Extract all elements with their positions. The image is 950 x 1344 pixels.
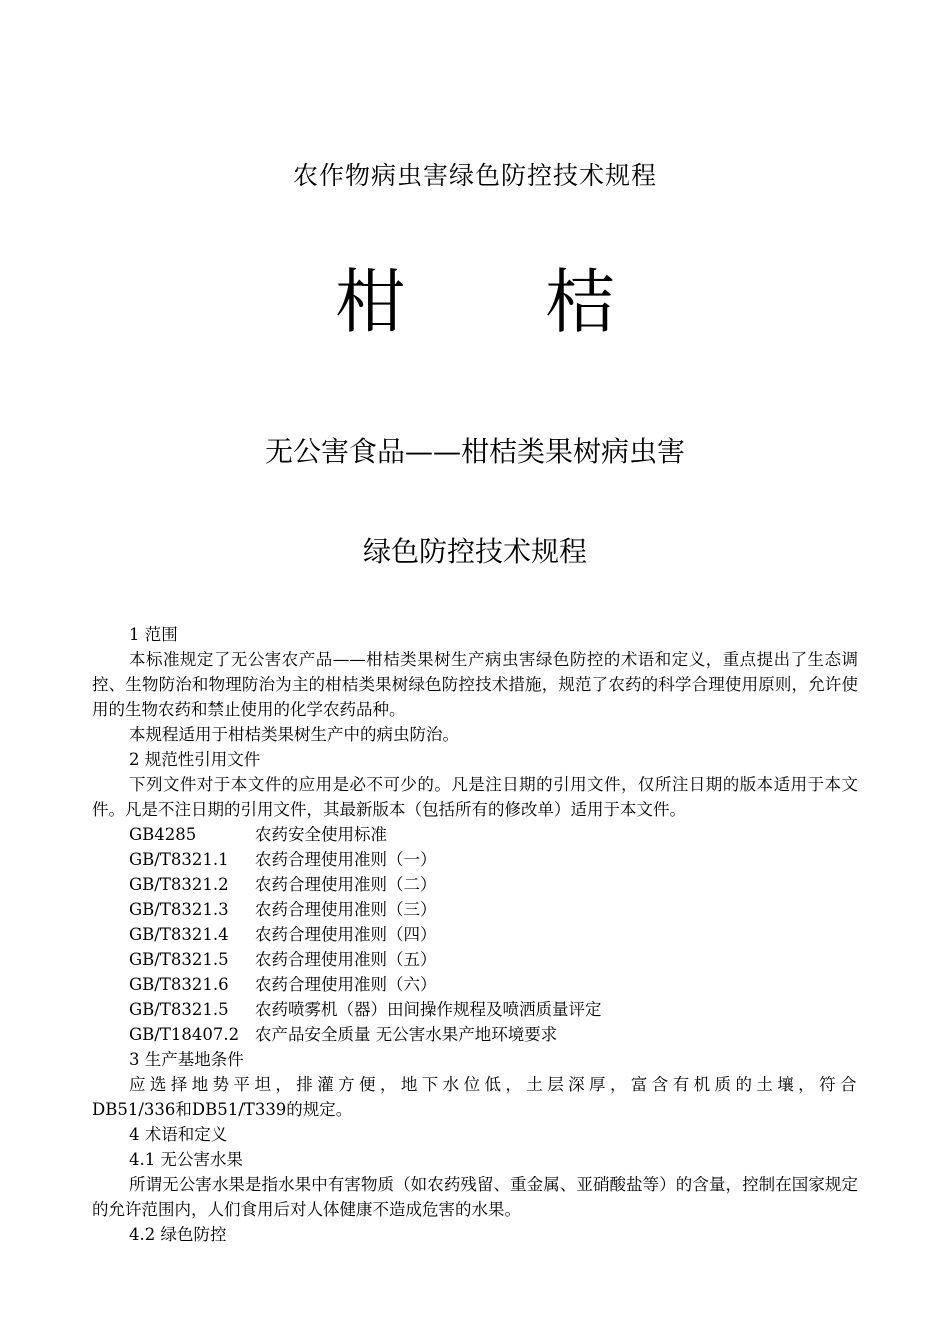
reference-title: 农药合理使用准则（六） [255, 975, 437, 994]
reference-list [92, 822, 858, 1047]
section-1-paragraph-1: 本标准规定了无公害农产品——柑桔类果树生产病虫害绿色防控的术语和定义，重点提出了生态调控、生物防治和物理防治为主的柑桔类果树绿色防控技术措施，规范了农药的科学合理使用原则，允许使用的生物农药和禁止使用的化学农药品种。 [92, 650, 858, 719]
section-2-paragraph-1: 下列文件对于本文件的应用是必不可少的。凡是注日期的引用文件，仅所注日期的版本适用于本文件。凡是不注日期的引用文件，其最新版本（包括所有的修改单）适用于本文件。 [92, 775, 858, 819]
reference-code: GB/T8321.5 [129, 950, 229, 969]
series-title: 农作物病虫害绿色防控技术规程 [292, 161, 657, 190]
section-1-heading: 1 范围 [129, 625, 178, 644]
section-1-paragraph-2: 本规程适用于柑桔类果树生产中的病虫防治。 [129, 725, 459, 744]
reference-code: GB/T18407.2 [129, 1025, 240, 1044]
reference-title: 农药喷雾机（器）田间操作规程及喷洒质量评定 [255, 1000, 602, 1019]
reference-title: 农药安全使用标准 [255, 825, 387, 844]
crop-title-char-1: 柑 [335, 261, 405, 343]
reference-code: GB/T8321.5 [129, 1000, 229, 1019]
section-2-heading: 2 规范性引用文件 [129, 750, 261, 769]
reference-item [92, 897, 858, 922]
crop-title [0, 246, 950, 347]
reference-item [92, 1022, 858, 1047]
section-3-heading: 3 生产基地条件 [129, 1050, 244, 1069]
document-body [92, 622, 858, 1247]
reference-item [92, 922, 858, 947]
reference-title: 农药合理使用准则（二） [255, 875, 437, 894]
reference-code: GB/T8321.6 [129, 975, 229, 994]
reference-code: GB/T8321.2 [129, 875, 229, 894]
section-4-2-heading: 4.2 绿色防控 [129, 1225, 227, 1244]
section-4-heading: 4 术语和定义 [129, 1125, 228, 1144]
reference-item [92, 872, 858, 897]
reference-item [92, 822, 858, 847]
reference-title: 农药合理使用准则（三） [255, 900, 437, 919]
reference-title: 农药合理使用准则（五） [255, 950, 437, 969]
reference-title: 农药合理使用准则（一） [255, 850, 437, 869]
subtitle-line-2: 绿色防控技术规程 [362, 535, 587, 568]
section-4-1-heading: 4.1 无公害水果 [129, 1150, 243, 1169]
reference-code: GB/T8321.1 [129, 850, 229, 869]
reference-title: 农产品安全质量 无公害水果产地环境要求 [255, 1025, 558, 1044]
reference-code: GB4285 [129, 825, 197, 844]
reference-item [92, 847, 858, 872]
section-4-1-paragraph: 所谓无公害水果是指水果中有害物质（如农药残留、重金属、亚硝酸盐等）的含量，控制在国家规定的允许范围内，人们食用后对人体健康不造成危害的水果。 [92, 1175, 858, 1219]
subtitle-line-1: 无公害食品——柑桔类果树病虫害 [264, 435, 685, 468]
reference-code: GB/T8321.4 [129, 925, 229, 944]
section-3-paragraph-line-1: 应选择地势平坦，排灌方便，地下水位低，土层深厚，富含有机质的土壤，符合 [129, 1075, 858, 1094]
section-3-paragraph-line-2: DB51/336和DB51/T339的规定。 [92, 1100, 353, 1119]
crop-title-char-2: 桔 [545, 261, 615, 343]
reference-item [92, 947, 858, 972]
reference-item [92, 997, 858, 1022]
reference-title: 农药合理使用准则（四） [255, 925, 437, 944]
reference-code: GB/T8321.3 [129, 900, 229, 919]
reference-item [92, 972, 858, 997]
